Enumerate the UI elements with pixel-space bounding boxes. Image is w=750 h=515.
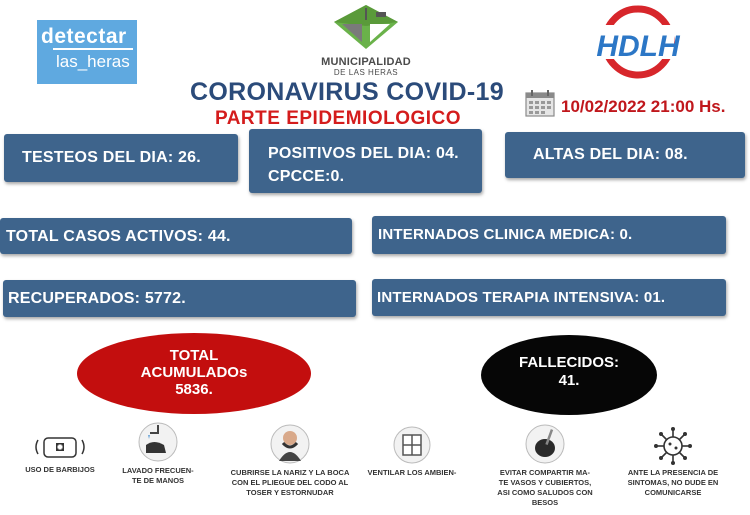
hdlh-emblem-icon	[592, 5, 684, 79]
handwash-icon	[136, 421, 180, 463]
tip-sintomas	[614, 427, 732, 498]
tip-barbijos-text-1: USO DE BARBIJOS	[25, 465, 95, 474]
municipalidad-emblem-icon	[332, 4, 400, 50]
calendar-icon	[525, 89, 555, 117]
acumulados-label-line2: ACUMULADOs	[140, 364, 248, 381]
tip-cubrirse-text-2: CON EL PLIEGUE DEL CODO AL	[231, 478, 349, 487]
tip-sintomas-text-3: COMUNICARSE	[644, 488, 702, 497]
internados-terapia-text: INTERNADOS TERAPIA INTENSIVA: 01.	[377, 289, 666, 306]
fallecidos-oval	[481, 335, 657, 415]
tip-lavado-text-2: TE DE MANOS	[131, 476, 185, 485]
acumulados-value: 5836.	[175, 381, 213, 398]
tip-ventilar	[362, 425, 462, 478]
acumulados-label-line1: TOTAL	[169, 347, 219, 364]
testeos-card	[4, 134, 238, 182]
virus-icon	[653, 427, 693, 465]
tip-evitar-text-1: EVITAR COMPARTIR MA-	[499, 468, 591, 477]
svg-text:HDLH: HDLH	[596, 30, 680, 63]
testeos-text: TESTEOS DEL DIA: 26.	[22, 149, 201, 166]
tip-sintomas-text-1: ANTE LA PRESENCIA DE	[627, 468, 719, 477]
fallecidos-value: 41.	[558, 372, 580, 389]
tip-evitar-text-2: TE VASOS Y CUBIERTOS,	[498, 478, 592, 487]
tip-barbijos	[14, 432, 106, 475]
tip-ventilar-text-1: VENTILAR LOS AMBIEN-	[367, 468, 457, 477]
fallecidos-label: FALLECIDOS:	[519, 354, 619, 371]
mask-icon	[34, 432, 86, 462]
tip-cubrirse	[224, 423, 356, 498]
report-date: 10/02/2022 21:00 Hs.	[561, 97, 726, 116]
municipalidad-name: MUNICIPALIDAD	[321, 56, 411, 68]
positivos-text: POSITIVOS DEL DIA: 04.	[268, 145, 459, 162]
internados-terapia-card	[372, 279, 726, 316]
activos-text: TOTAL CASOS ACTIVOS: 44.	[6, 228, 231, 245]
recuperados-text: RECUPERADOS: 5772.	[8, 290, 186, 307]
page-subtitle: PARTE EPIDEMIOLOGICO	[214, 108, 462, 129]
window-icon	[392, 425, 432, 465]
detectar-logo-text: detectar	[41, 25, 127, 48]
tip-evitar	[480, 423, 610, 508]
tip-cubrirse-text-3: TOSER Y ESTORNUDAR	[246, 488, 334, 497]
tip-lavado	[110, 421, 206, 486]
total-acumulados-oval	[77, 333, 311, 414]
positivos-card	[249, 129, 482, 193]
altas-card	[505, 132, 745, 178]
tip-evitar-text-4: BESOS	[531, 498, 559, 507]
municipalidad-logo	[313, 4, 419, 76]
internados-clinica-card	[372, 216, 726, 254]
page-title: CORONAVIRUS COVID-19	[190, 78, 504, 106]
tip-evitar-text-3: ASI COMO SALUDOS CON	[497, 488, 593, 497]
las-heras-logo-text: las_heras	[53, 48, 133, 74]
cough-icon	[269, 423, 311, 465]
mate-icon	[524, 423, 566, 465]
recuperados-card	[3, 280, 356, 317]
altas-text: ALTAS DEL DIA: 08.	[533, 146, 688, 163]
activos-card	[0, 218, 352, 254]
tip-lavado-text-1: LAVADO FRECUEN-	[122, 466, 194, 475]
internados-clinica-text: INTERNADOS CLINICA MEDICA: 0.	[378, 226, 633, 243]
tip-cubrirse-text-1: CUBRIRSE LA NARIZ Y LA BOCA	[230, 468, 350, 477]
tip-sintomas-text-2: SINTOMAS, NO DUDE EN	[627, 478, 719, 487]
hdlh-logo	[592, 5, 684, 79]
detectar-las-heras-logo	[37, 20, 137, 84]
cpcce-text: CPCCE:0.	[268, 168, 345, 185]
municipalidad-place: DE LAS HERAS	[333, 68, 399, 77]
